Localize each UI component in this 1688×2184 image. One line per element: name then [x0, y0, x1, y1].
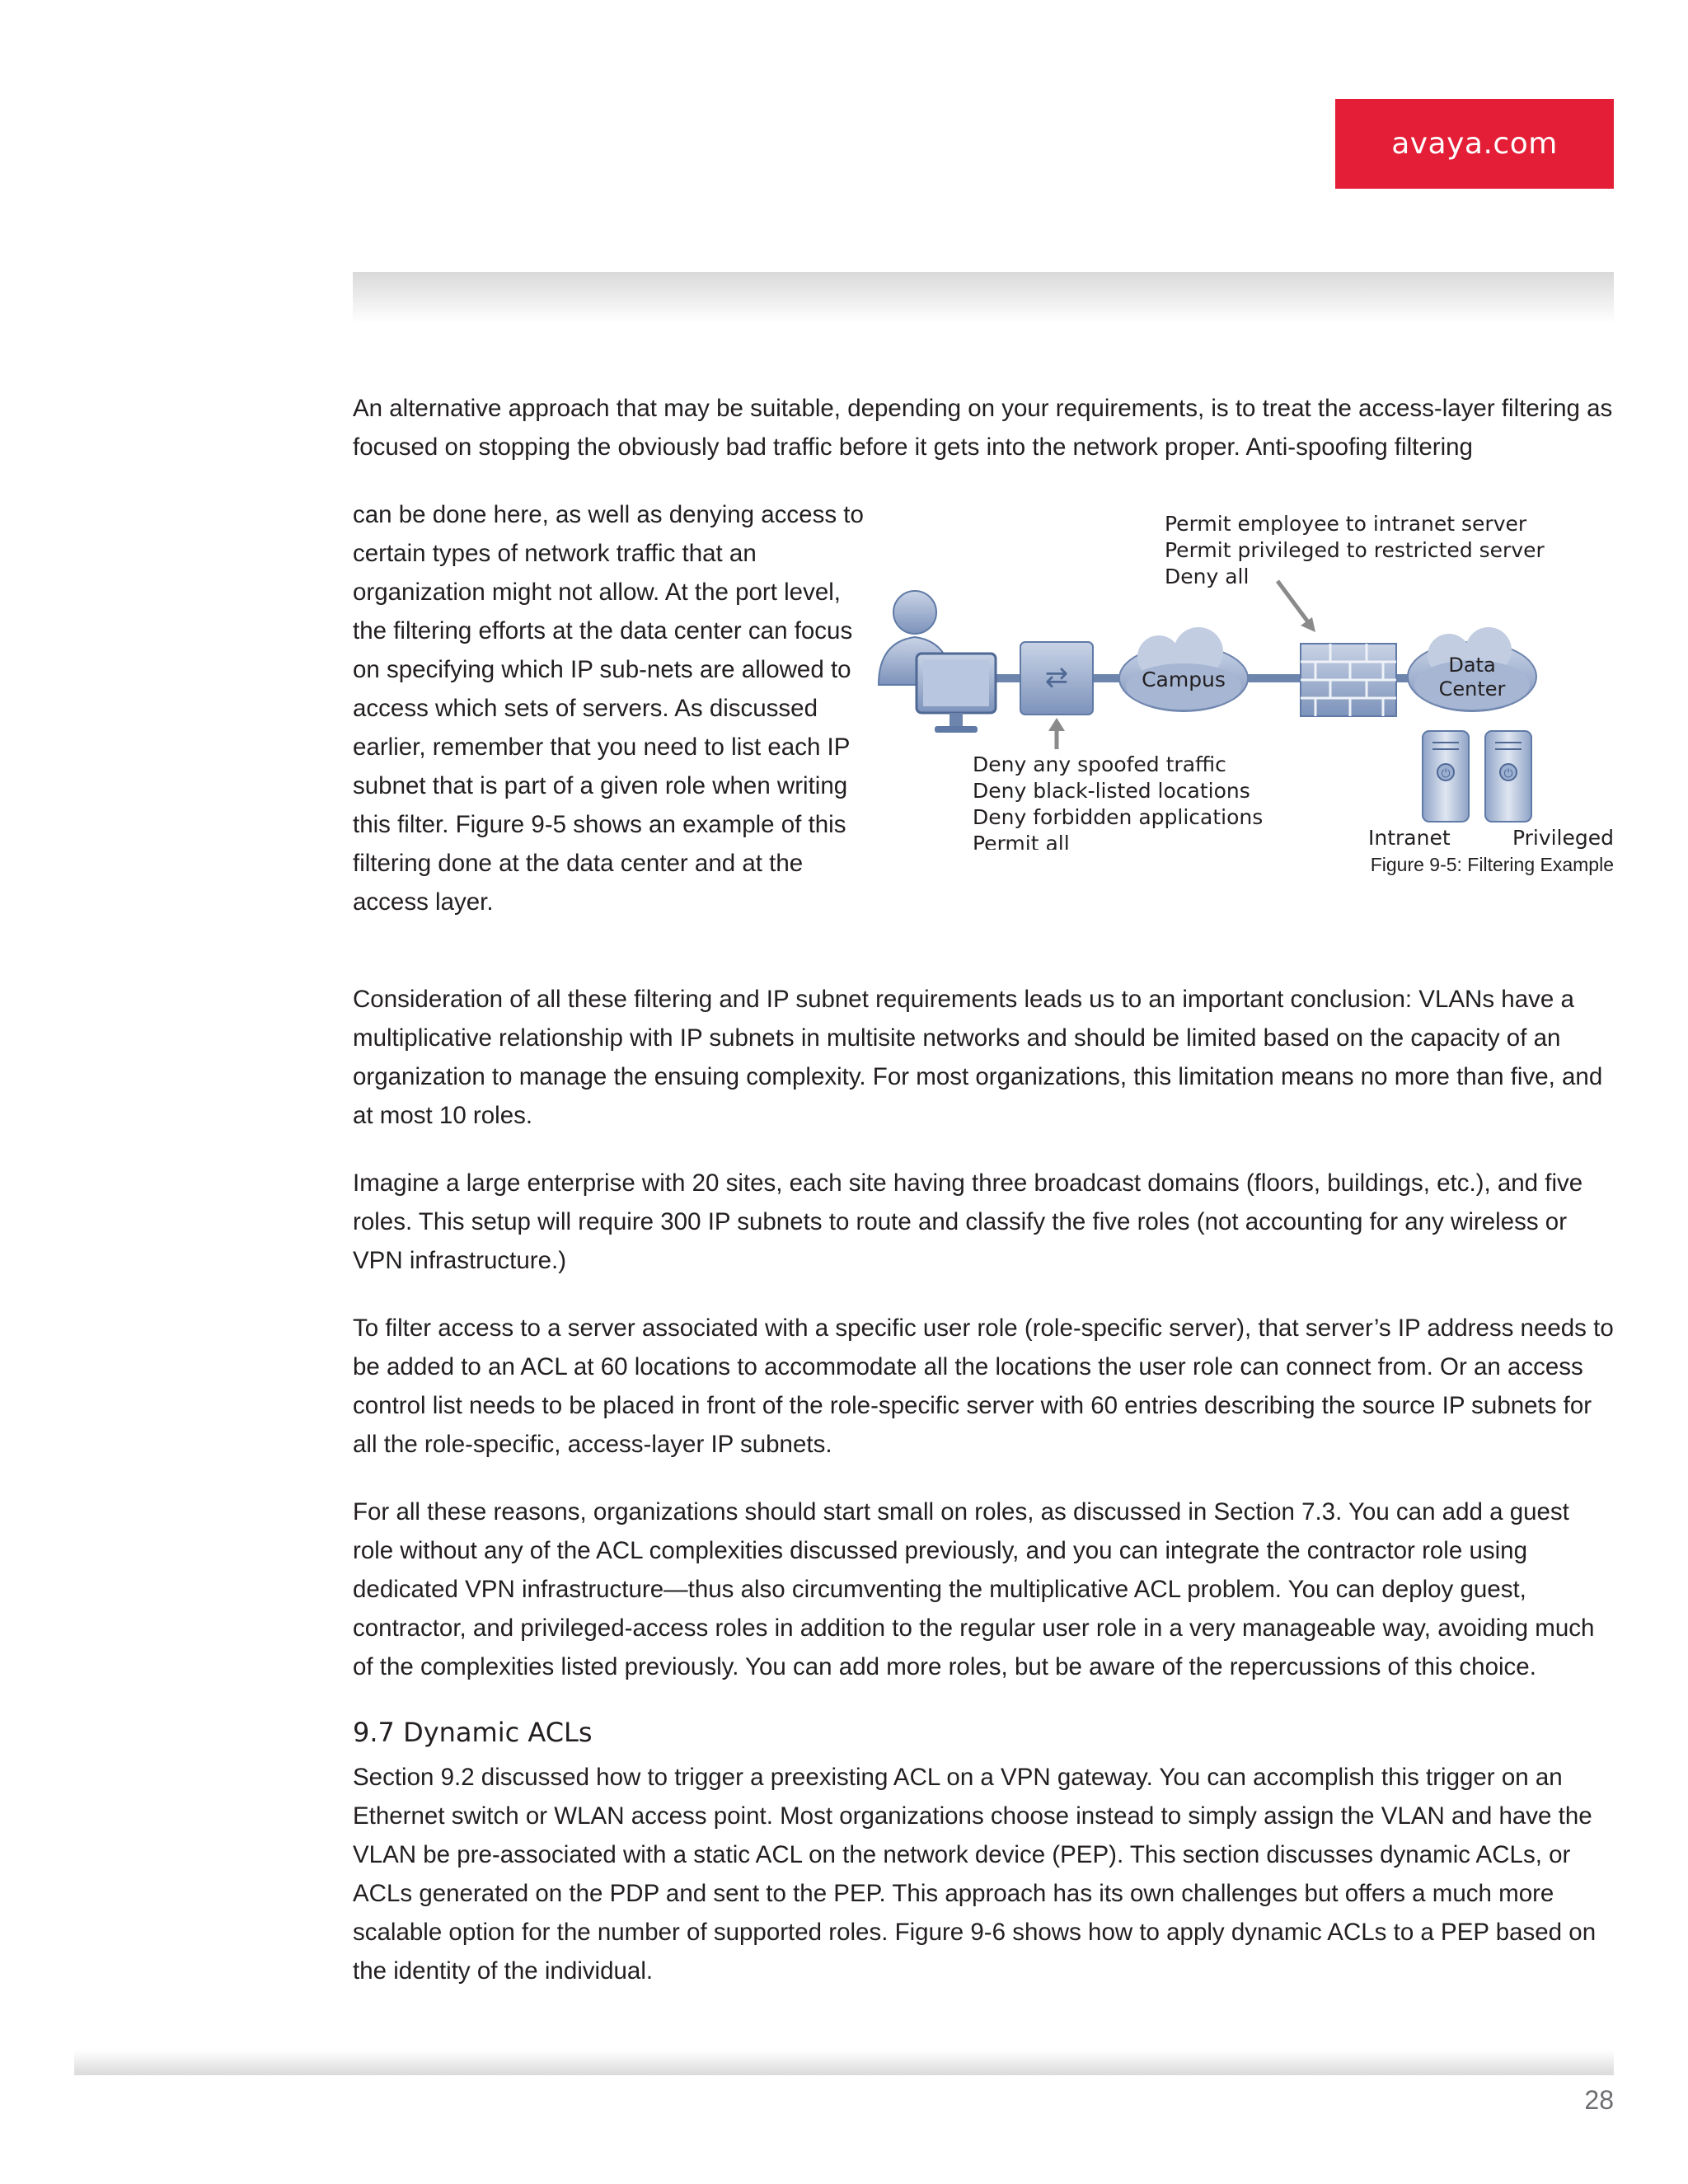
top-rule-3: Deny all	[1165, 565, 1250, 588]
header-divider-band	[353, 272, 1614, 323]
intro-with-figure	[353, 495, 1614, 950]
privileged-server-icon	[1485, 731, 1531, 822]
campus-label: Campus	[1142, 668, 1226, 691]
data-center-cloud	[1408, 627, 1536, 711]
intranet-label: Intranet	[1368, 826, 1451, 850]
switch-icon	[1020, 642, 1093, 715]
bottom-rule-2: Deny black-listed locations	[973, 779, 1250, 803]
body-paragraph-4: For all these reasons, organizations should start small on roles, as discussed in Section 7.3. You can add a guest role without any of the ACL complexities discussed previously, and you can integrate the contractor role using dedicated VPN infrastructure—thus also circumventing the multiplicative ACL problem. You can deploy guest, contractor, and privileged-access roles in addition to the regular user role in a very manageable way, avoiding much of the complexities listed previously. You can add more roles, but be aware of the repercussions of this choice.	[353, 1498, 1595, 1680]
computer-icon	[917, 654, 996, 733]
page-body	[353, 389, 1614, 2019]
figure-9-5	[872, 495, 1614, 950]
svg-text:⏻: ⏻	[1441, 767, 1451, 780]
top-rule-1: Permit employee to intranet server	[1165, 512, 1527, 536]
body-paragraph-3: To filter access to a server associated with a specific user role (role-specific server), that server’s IP address needs to be added to an ACL at 60 locations to accommodate all the locations the user role can connect from. Or an access control list needs to be placed in front of the role-specific server with 60 entries describing the source IP subnets for all the role-specific, access-layer IP subnets.	[353, 1315, 1614, 1458]
section-heading: 9.7 Dynamic ACLs	[353, 1717, 593, 1748]
top-rule-2: Permit privileged to restricted server	[1165, 538, 1545, 562]
page-number: 28	[1584, 2085, 1614, 2115]
brand-link[interactable]: avaya.com	[1335, 99, 1614, 189]
arrow-to-switch	[1048, 718, 1065, 749]
data-center-label-line-2: Center	[1438, 677, 1506, 701]
intro-lead-paragraph: An alternative approach that may be suitable, depending on your requirements, is to treat the access-layer filtering as focused on stopping the obviously bad traffic before it gets into the network proper. Anti-spoofing filtering	[353, 395, 1613, 461]
arrow-to-firewall	[1278, 581, 1315, 632]
firewall-icon	[1301, 644, 1396, 716]
body-paragraph-1: Consideration of all these filtering and IP subnet requirements leads us to an important conclusion: VLANs have a multiplicative relationship with IP subnets in multisite networks and should be limited based on the capacity of an organization to manage the ensuing complexity. For most organizations, this limitation means no more than five, and at most 10 roles.	[353, 986, 1603, 1129]
svg-text:⇄: ⇄	[1044, 661, 1069, 694]
intranet-server-icon	[1423, 731, 1469, 822]
section-body-paragraph: Section 9.2 discussed how to trigger a preexisting ACL on a VPN gateway. You can accomplish this trigger on an Ethernet switch or WLAN access point. Most organizations choose instead to simply assign the VLAN and have the VLAN be pre-associated with a static ACL on the network device (PEP). This section discusses dynamic ACLs, or ACLs generated on the PDP and sent to the PEP. This approach has its own challenges but offers a much more scalable option for the number of supported roles. Figure 9-6 shows how to apply dynamic ACLs to a PEP based on the identity of the individual.	[353, 1764, 1597, 1985]
figure-caption: Figure 9-5: Filtering Example	[1370, 854, 1614, 875]
bottom-rule-4: Permit all	[973, 832, 1070, 850]
privileged-label: Privileged	[1512, 826, 1614, 850]
footer-divider-band	[74, 2050, 1614, 2075]
bottom-rule-1: Deny any spoofed traffic	[973, 752, 1226, 776]
campus-cloud	[1119, 627, 1248, 711]
svg-text:⏻: ⏻	[1503, 767, 1513, 780]
data-center-label-line-1: Data	[1448, 654, 1496, 677]
intro-wrapped-paragraph: can be done here, as well as denying access to certain types of network traffic that an organization might not allow. At the port level, the filtering efforts at the data center can focus on specifying which IP sub-nets are allowed to access which sets of servers. As discussed earlier, remember that you need to list each IP subnet that is part of a given role when writing this filter. Figure 9-5 shows an example of this filtering done at the data center and at the access layer.	[353, 501, 864, 916]
filtering-diagram	[872, 495, 1614, 850]
bottom-rule-3: Deny forbidden applications	[973, 805, 1264, 829]
body-paragraph-2: Imagine a large enterprise with 20 sites, each site having three broadcast domains (floors, buildings, etc.), and five roles. This setup will require 300 IP subnets to route and classify the five roles (not accounting for any wireless or VPN infrastructure.)	[353, 1169, 1583, 1274]
